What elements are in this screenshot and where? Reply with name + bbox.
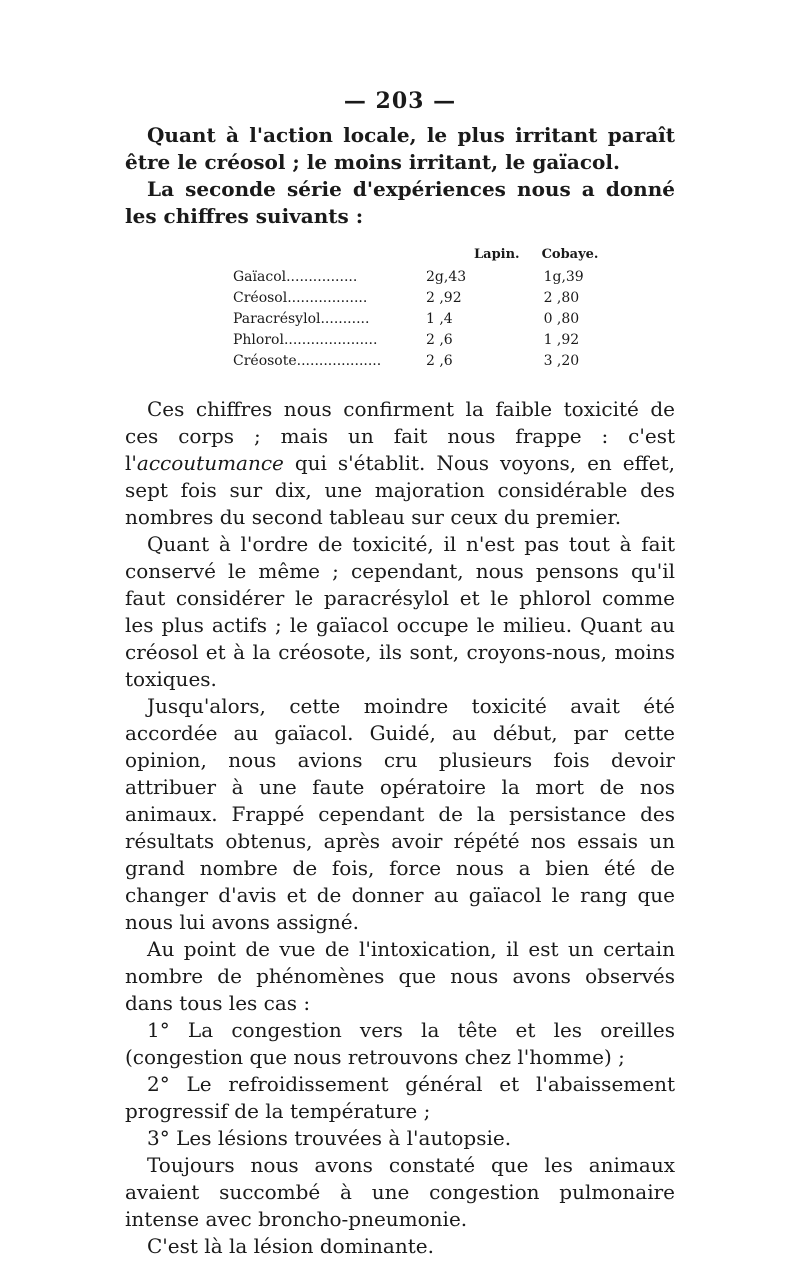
lapin-value: 2g,43 xyxy=(426,269,467,285)
list-item-refroidissement: 2° Le refroidissement général et l'abaissement progressif de la température ; xyxy=(125,1072,675,1123)
paragraph-second-series: La seconde série d'expériences nous a donné les chiffres suivants : xyxy=(125,177,675,228)
lapin-value: 2 ,92 xyxy=(426,290,462,306)
book-page xyxy=(125,88,675,1260)
table-header-cobaye: Cobaye. xyxy=(541,247,599,262)
paragraph-congestion-pulmonaire: Toujours nous avons constaté que les animaux avaient succombé à une congestion pulmonaire intense avec broncho-pneumonie. xyxy=(125,1153,675,1231)
toxicity-table-block xyxy=(125,244,675,372)
substance-name: Créosol.................. xyxy=(233,290,368,306)
cobaye-value: 1 ,92 xyxy=(543,332,580,348)
table-row xyxy=(233,288,624,309)
paragraph-lesion-dominante: C'est là la lésion dominante. xyxy=(147,1234,434,1258)
substance-name: Créosote................... xyxy=(233,353,382,369)
lapin-value: 2 ,6 xyxy=(426,332,453,348)
table-row xyxy=(233,330,624,351)
cobaye-value: 2 ,80 xyxy=(543,290,580,306)
substance-name: Paracrésylol........... xyxy=(233,311,370,327)
toxicity-table xyxy=(233,244,624,372)
table-header-lapin: Lapin. xyxy=(474,247,520,262)
paragraph-accoutumance xyxy=(125,396,675,531)
substance-name: Gaïacol................ xyxy=(233,269,358,285)
paragraph-local-action: Quant à l'action locale, le plus irritant paraît être le créosol ; le moins irritant, le gaïacol. xyxy=(125,123,675,174)
paragraph-order-toxicity: Quant à l'ordre de toxicité, il n'est pas tout à fait conservé le même ; cependant, nous pensons qu'il faut considérer le paracrésylol et le phlorol comme les plus actifs ; le gaïacol occupe le milieu. Quant au créosol et à la créosote, ils sont, croyons-nous, moins toxiques. xyxy=(125,532,675,691)
list-item-lesions: 3° Les lésions trouvées à l'autopsie. xyxy=(147,1126,512,1150)
paragraph-accoutumance-after: qui s'établit. Nous voyons, en effet, sept fois sur dix, une majoration considérable des nombres du second tableau sur ceux du premier. xyxy=(125,451,675,529)
paragraph-gaiacol: Jusqu'alors, cette moindre toxicité avait été accordée au gaïacol. Guidé, au début, par cette opinion, nous avions cru plusieurs fois devoir attribuer à une faute opératoire la mort de nos animaux. Frappé cependant de la persistance des résultats obtenus, après avoir répété nos essais un grand nombre de fois, force nous a bien été de changer d'avis et de donner au gaïacol le rang que nous lui avons assigné. xyxy=(125,694,675,934)
page-number: — 203 — xyxy=(343,88,457,114)
accoutumance-term: accoutumance xyxy=(136,451,284,475)
paragraph-intoxication: Au point de vue de l'intoxication, il est un certain nombre de phénomènes que nous avons observés dans tous les cas : xyxy=(125,937,675,1015)
lapin-value: 2 ,6 xyxy=(426,353,453,369)
table-row xyxy=(233,309,624,330)
cobaye-value: 3 ,20 xyxy=(543,353,580,369)
cobaye-value: 1g,39 xyxy=(543,269,584,285)
paragraph-accoutumance-before: Ces chiffres nous confirment la faible toxicité de ces corps ; mais un fait nous frappe : c'est l' xyxy=(125,397,675,475)
substance-name: Phlorol..................... xyxy=(233,332,378,348)
cobaye-value: 0 ,80 xyxy=(543,311,580,327)
table-header-substance xyxy=(233,244,418,267)
table-row xyxy=(233,351,624,372)
list-item-congestion: 1° La congestion vers la tête et les oreilles (congestion que nous retrouvons chez l'homme) ; xyxy=(125,1018,675,1069)
lapin-value: 1 ,4 xyxy=(426,311,453,327)
table-header-row xyxy=(233,244,624,267)
table-row xyxy=(233,267,624,288)
